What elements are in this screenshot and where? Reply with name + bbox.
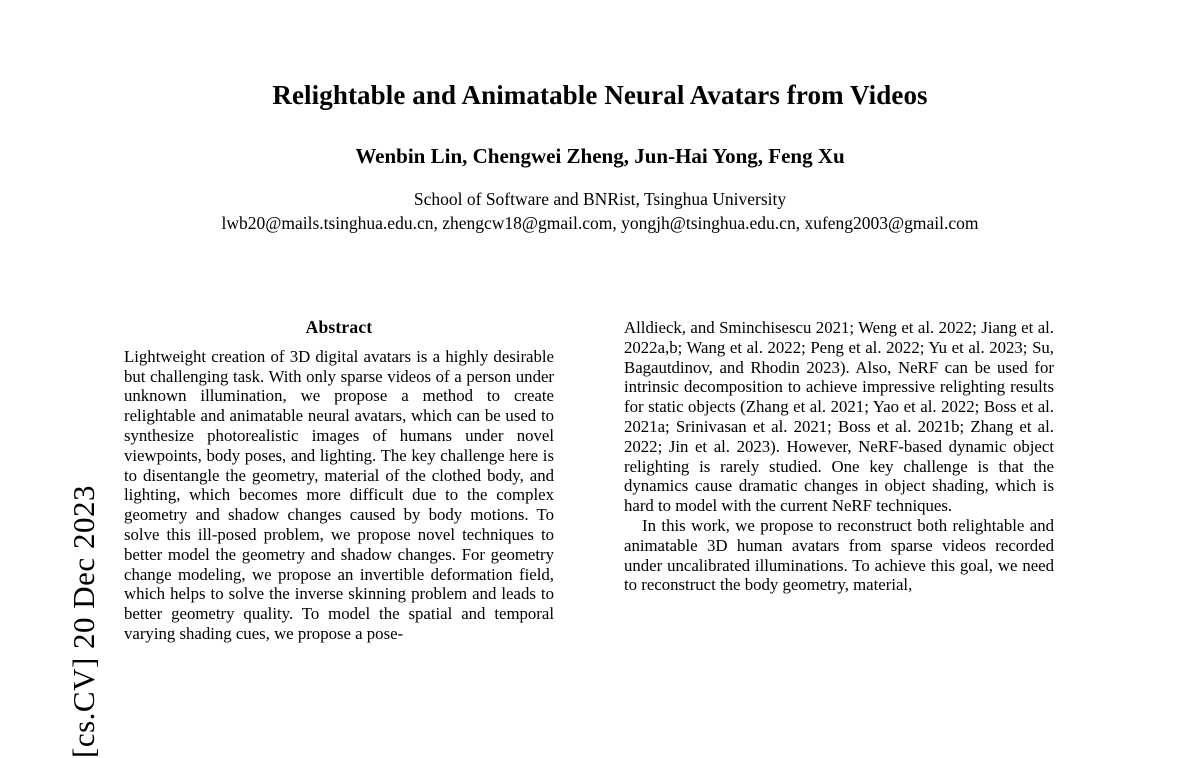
page-title: Relightable and Animatable Neural Avatars from Videos: [272, 80, 928, 110]
author-list: Wenbin Lin, Chengwei Zheng, Jun-Hai Yong, Feng Xu: [355, 144, 845, 168]
abstract-body: Lightweight creation of 3D digital avatars is a highly desirable but challenging task. With only sparse videos of a person under unknown illumination, we propose a method to create relightable and animatable neural avatars, which can be used to synthesize photorealistic images of humans under novel viewpoints, body poses, and lighting. The key challenge here is to disentangle the geometry, material of the clothed body, and lighting, which becomes more difficult due to the complex geometry and shadow changes caused by body motions. To solve this ill-posed problem, we propose novel techniques to better model the geometry and shadow changes. For geometry change modeling, we propose an invertible deformation field, which helps to solve the inverse skinning problem and leads to better geometry quality. To model the spatial and temporal varying shading cues, we propose a pose-: [124, 346, 554, 643]
intro-paragraph-1: Alldieck, and Sminchisescu 2021; Weng et al. 2022; Jiang et al. 2022a,b; Wang et al. 2022; Peng et al. 2022; Yu et al. 2023; Su, Bagautdinov, and Rhodin 2023). Also, NeRF can be used for intrinsic decomposition to achieve impressive relighting results for static objects (Zhang et al. 2021; Yao et al. 2022; Boss et al. 2021a; Srinivasan et al. 2021; Boss et al. 2021b; Zhang et al. 2022; Jin et al. 2023). However, NeRF-based dynamic object relighting is rarely studied. One key challenge is that the dynamics cause dramatic changes in object shading, which is hard to model with the current NeRF techniques.: [624, 318, 1054, 516]
author-emails: lwb20@mails.tsinghua.edu.cn, zhengcw18@gmail.com, yongjh@tsinghua.edu.cn, xufeng2003@gmail.com: [221, 213, 979, 233]
arxiv-stamp-text: [cs.CV] 20 Dec 2023: [66, 485, 101, 758]
abstract-heading: Abstract: [305, 317, 373, 337]
affiliation: School of Software and BNRist, Tsinghua University: [413, 189, 787, 209]
left-column: [124, 318, 554, 644]
arxiv-stamp: [0, 0, 101, 758]
intro-paragraph-2: In this work, we propose to reconstruct both relightable and animatable 3D human avatars from sparse videos recorded under uncalibrated illuminations. To achieve this goal, we need to reconstruct the body geometry, material,: [624, 515, 1054, 595]
right-column: [624, 318, 1054, 595]
